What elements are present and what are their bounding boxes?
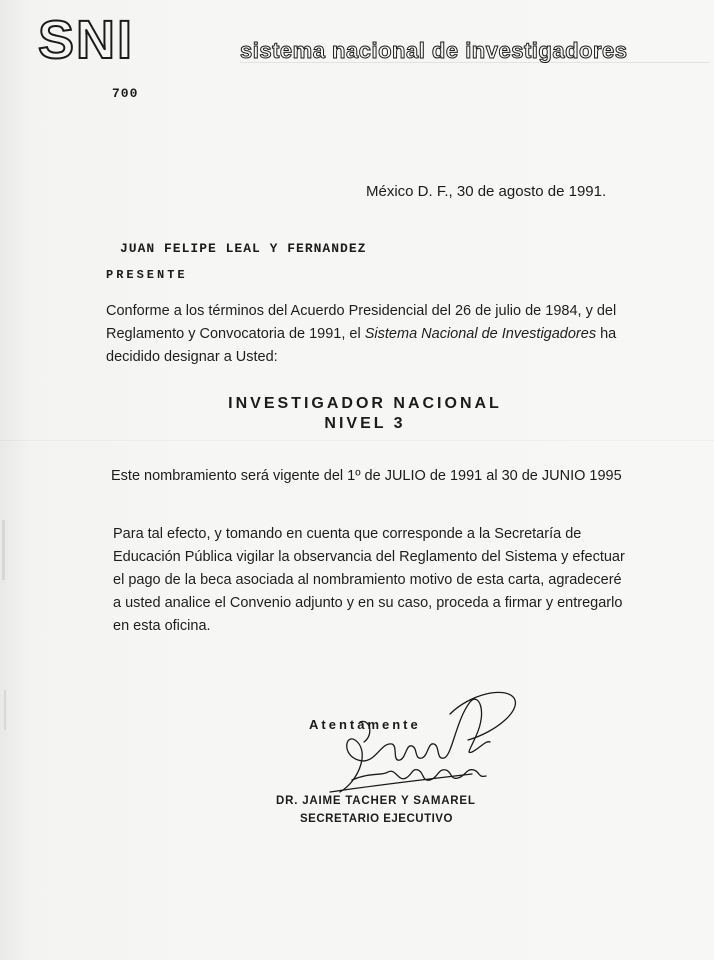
margin-mark [2, 520, 5, 580]
reference-number: 700 [112, 86, 139, 101]
sni-logo [38, 12, 198, 68]
closing: Atentamente [309, 717, 421, 732]
instructions-line-4: a usted analice el Convenio adjunto y en su caso, proceda a firmar y entregarlo [113, 595, 623, 611]
paper-fold [0, 440, 714, 441]
letterhead-rule [240, 62, 710, 63]
appointment-name: INVESTIGADOR NACIONAL [228, 395, 502, 412]
instructions-line-5: en esta oficina. [113, 618, 211, 634]
instructions-paragraph [113, 523, 625, 638]
signer-title: SECRETARIO EJECUTIVO [300, 813, 453, 825]
logo-text: SNI [38, 10, 135, 70]
recipient-name: JUAN FELIPE LEAL Y FERNANDEZ [120, 241, 367, 256]
salutation: PRESENTE [106, 268, 188, 282]
intro-line-2-start: Reglamento y Convocatoria de 1991, el [106, 326, 365, 342]
instructions-line-2: Educación Pública vigilar la observancia del Reglamento del Sistema y efectuar [113, 549, 625, 565]
date-line: México D. F., 30 de agosto de 1991. [366, 183, 607, 200]
margin-mark [4, 690, 6, 730]
intro-line-2 [106, 323, 617, 346]
intro-line-2-italic: Sistema Nacional de Investigadores [364, 326, 597, 342]
signer-name: DR. JAIME TACHER Y SAMAREL [276, 795, 476, 807]
instructions-line-1: Para tal efecto, y tomando en cuenta que corresponde a la Secretaría de [113, 526, 582, 542]
instructions-line-3: el pago de la beca asociada al nombramiento motivo de esta carta, agradeceré [113, 572, 622, 588]
letterhead-tagline: sistema nacional de investigadores [240, 38, 628, 63]
appointment-level: NIVEL 3 [324, 415, 406, 432]
intro-line-2-end: ha [596, 326, 617, 342]
handwritten-signature [300, 680, 530, 800]
appointment-title [140, 394, 590, 434]
intro-line-3: decidido designar a Usted: [106, 349, 278, 365]
intro-paragraph [106, 300, 617, 369]
validity-period: Este nombramiento será vigente del 1º de JULIO de 1991 al 30 de JUNIO 1995 [111, 468, 622, 484]
intro-line-1: Conforme a los términos del Acuerdo Presidencial del 26 de julio de 1984, y del [106, 303, 617, 319]
